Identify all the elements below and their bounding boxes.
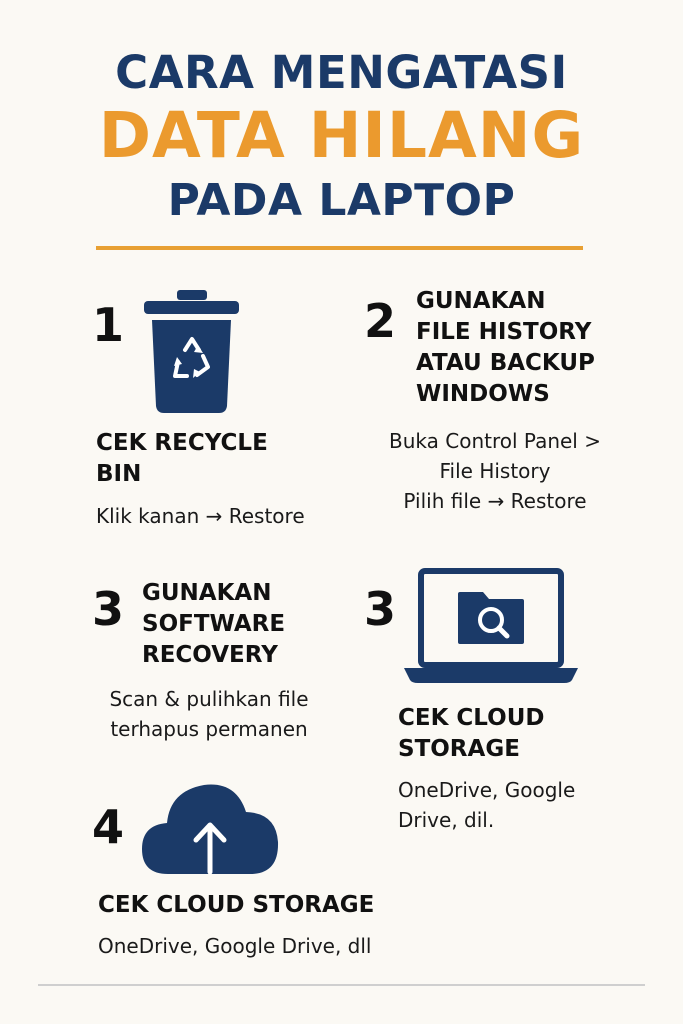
footer-divider <box>38 984 645 986</box>
step-3-heading: GUNAKAN SOFTWARE RECOVERY <box>142 580 286 668</box>
step-1-description: Klik kanan → Restore <box>96 504 305 528</box>
step-2-description: Buka Control Panel > File History Pilih file → Restore <box>389 429 601 513</box>
step-4-heading: CEK CLOUD STORAGE <box>98 892 375 918</box>
step-3-description: Scan & pulihkan file terhapus permanen <box>109 687 309 741</box>
step-3b-description: OneDrive, Google Drive, dil. <box>398 778 576 832</box>
laptop-folder-search-icon <box>404 568 578 684</box>
trash-bin-recycle-icon <box>143 290 240 414</box>
title-line-1: CARA MENGATASI <box>115 46 568 99</box>
step-1-heading: CEK RECYCLE BIN <box>96 430 268 487</box>
step-4-number: 4 <box>92 800 125 854</box>
step-1-number: 1 <box>92 298 125 352</box>
step-3b-heading: CEK CLOUD STORAGE <box>398 705 545 762</box>
step-4-description: OneDrive, Google Drive, dll <box>98 934 372 958</box>
step-3-number: 3 <box>92 582 125 636</box>
title-line-2: DATA HILANG <box>98 99 585 172</box>
cloud-upload-icon <box>140 778 280 878</box>
step-2-number: 2 <box>364 294 397 348</box>
step-3b-number: 3 <box>364 582 397 636</box>
step-2-heading: GUNAKAN FILE HISTORY ATAU BACKUP WINDOWS <box>416 288 595 407</box>
title-divider <box>96 246 583 250</box>
title-line-3: PADA LAPTOP <box>167 175 516 226</box>
